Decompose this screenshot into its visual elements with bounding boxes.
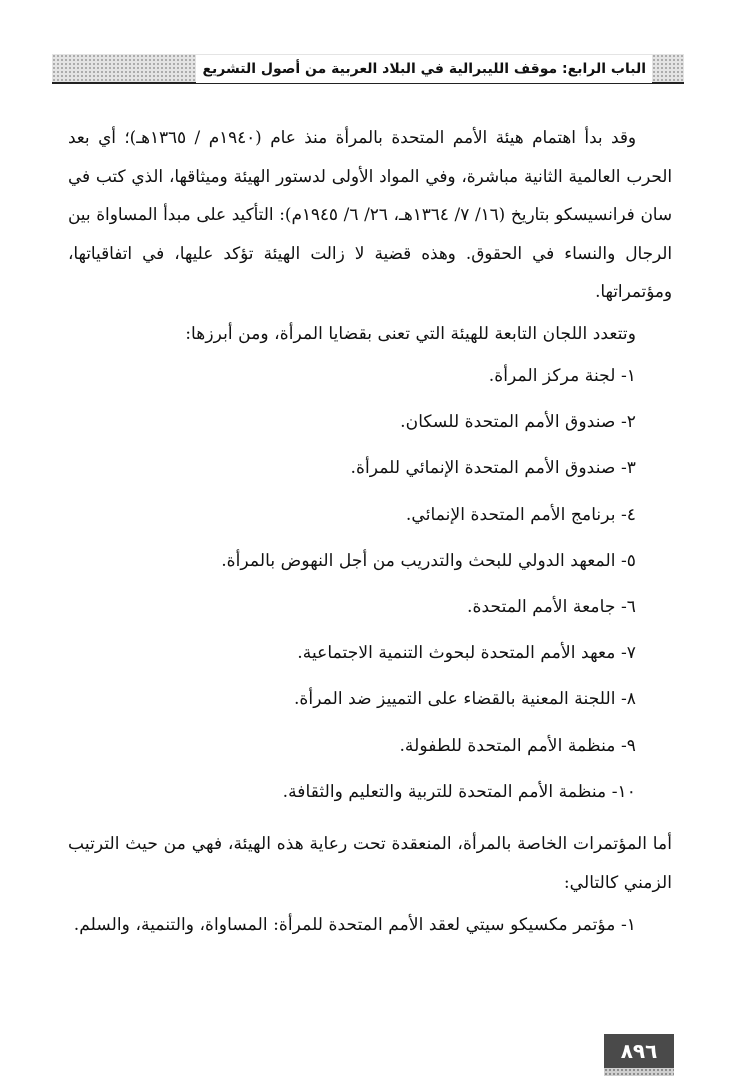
running-header-title: الباب الرابع: موقف الليبرالية في البلاد العربية من أصول التشريع bbox=[196, 55, 652, 83]
list-item: ٨- اللجنة المعنية بالقضاء على التمييز ضد المرأة. bbox=[293, 689, 636, 710]
list-item: ١٠- منظمة الأمم المتحدة للتربية والتعليم والثقافة. bbox=[282, 781, 636, 802]
list-item: ٦- جامعة الأمم المتحدة. bbox=[467, 597, 636, 618]
list-item: ٥- المعهد الدولي للبحث والتدريب من أجل النهوض بالمرأة. bbox=[221, 550, 636, 571]
conferences-intro-paragraph: أما المؤتمرات الخاصة بالمرأة، المنعقدة تحت رعاية هذه الهيئة، فهي من حيث الترتيب الزمني كالتالي: bbox=[68, 834, 672, 893]
list-item: ١- لجنة مركز المرأة. bbox=[488, 366, 636, 386]
list-item: ٩- منظمة الأمم المتحدة للطفولة. bbox=[399, 735, 636, 756]
page-number-texture bbox=[604, 1068, 674, 1076]
committees-list bbox=[68, 353, 672, 815]
list-item: ٧- معهد الأمم المتحدة لبحوث التنمية الاجتماعية. bbox=[297, 643, 636, 664]
list-item: ٤- برنامج الأمم المتحدة الإنمائي. bbox=[405, 504, 636, 525]
page-number: ٨٩٦ bbox=[604, 1034, 674, 1068]
intro-paragraph: وقد بدأ اهتمام هيئة الأمم المتحدة بالمرأة منذ عام (١٩٤٠م / ١٣٦٥هـ)؛ أي بعد الحرب العالمية الثانية مباشرة، وفي المواد الأولى لدستور الهيئة وميثاقها، الذي كتب في سان فرانسيسكو بتاريخ (١٦/ ٧/ ١٣٦٤هـ، ٢٦/ ٦/ ١٩٤٥م): التأكيد على مبدأ المساواة بين الرجال والنساء في الحقوق. وهذه قضية لا زالت الهيئة تؤكد عليها، في اتفاقياتها، ومؤتمراتها. bbox=[68, 127, 672, 301]
committees-intro-paragraph: وتتعدد اللجان التابعة للهيئة التي تعنى بقضايا المرأة، ومن أبرزها: bbox=[185, 323, 636, 344]
conferences-list bbox=[68, 902, 672, 948]
list-item: ٢- صندوق الأمم المتحدة للسكان. bbox=[400, 412, 636, 433]
list-item: ٣- صندوق الأمم المتحدة الإنمائي للمرأة. bbox=[350, 458, 636, 479]
page-body bbox=[68, 118, 672, 958]
list-item: ١- مؤتمر مكسيكو سيتي لعقد الأمم المتحدة للمرأة: المساواة، والتنمية، والسلم. bbox=[73, 915, 636, 936]
